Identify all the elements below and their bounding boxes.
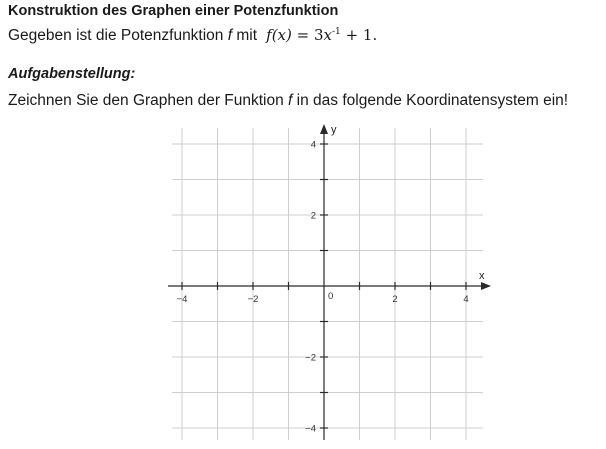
function-name: f <box>227 27 233 44</box>
x-axis-label: x <box>479 270 485 282</box>
x-tick-label: −4 <box>176 294 188 305</box>
formula-lhs: f(x) <box>266 26 292 44</box>
origin-label: 0 <box>328 291 334 302</box>
formula-variable: x <box>323 26 333 44</box>
task-function-name: f <box>288 92 293 109</box>
y-tick-label: −2 <box>305 352 316 364</box>
formula-coefficient: 3 <box>314 26 324 44</box>
y-axis-label: y <box>331 124 337 136</box>
task-before: Zeichnen Sie den Graphen der Funktion <box>8 92 284 109</box>
x-tick-label: 4 <box>463 294 469 305</box>
y-tick-label: −4 <box>305 423 316 435</box>
task-heading: Aufgabenstellung: <box>8 66 136 82</box>
formula-plus: + 1. <box>345 26 378 44</box>
x-tick-label: −2 <box>247 294 259 305</box>
y-tick-label: 2 <box>310 210 316 222</box>
y-tick-label: 4 <box>310 139 316 151</box>
y-axis-arrow-icon <box>320 124 328 134</box>
given-prefix: Gegeben ist die Potenzfunktion <box>8 27 224 44</box>
ticks <box>177 140 469 435</box>
given-mit: mit <box>236 27 258 44</box>
formula-equals: = <box>296 26 310 44</box>
page-title: Konstruktion des Graphen einer Potenzfunktion <box>8 3 339 19</box>
x-tick-label: 2 <box>392 294 398 305</box>
task-after: in das folgende Koordinatensystem ein! <box>296 92 569 109</box>
formula-exponent: -1 <box>332 27 341 37</box>
x-axis-arrow-icon <box>481 282 491 290</box>
grid <box>172 128 483 440</box>
